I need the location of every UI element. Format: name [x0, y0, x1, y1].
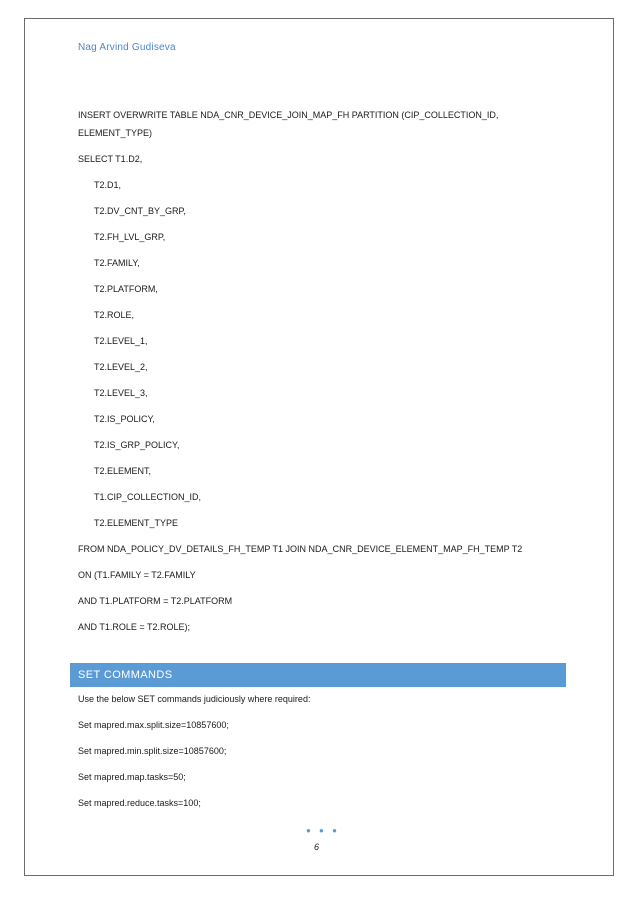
- set-command-line: Set mapred.map.tasks=50;: [78, 772, 186, 782]
- and-line: AND T1.ROLE = T2.ROLE);: [78, 622, 190, 632]
- page-number: 6: [314, 842, 320, 852]
- column-line: T2.ELEMENT,: [94, 466, 152, 476]
- set-command-line: Set mapred.reduce.tasks=100;: [78, 798, 201, 808]
- column-line: T2.LEVEL_1,: [94, 336, 148, 346]
- column-line: T2.FH_LVL_GRP,: [94, 232, 166, 242]
- column-line: T2.ELEMENT_TYPE: [94, 518, 179, 528]
- column-line: T2.ROLE,: [94, 310, 135, 320]
- set-intro-text: Use the below SET commands judiciously where required:: [78, 694, 311, 704]
- insert-line: INSERT OVERWRITE TABLE NDA_CNR_DEVICE_JOIN_MAP_FH PARTITION (CIP_COLLECTION_ID,: [78, 110, 499, 120]
- and-line: AND T1.PLATFORM = T2.PLATFORM: [78, 596, 233, 606]
- column-line: T2.LEVEL_3,: [94, 388, 148, 398]
- column-line: T2.IS_GRP_POLICY,: [94, 440, 180, 450]
- column-line: T2.IS_POLICY,: [94, 414, 155, 424]
- section-heading-set-commands: SET COMMANDS: [70, 663, 566, 687]
- sql-query-block: [78, 108, 558, 646]
- set-commands-block: [78, 692, 558, 822]
- insert-line-continued: ELEMENT_TYPE): [78, 128, 153, 138]
- column-line: T1.CIP_COLLECTION_ID,: [94, 492, 202, 502]
- column-line: T2.D1,: [94, 180, 122, 190]
- column-line: T2.FAMILY,: [94, 258, 140, 268]
- from-line: FROM NDA_POLICY_DV_DETAILS_FH_TEMP T1 JOIN NDA_CNR_DEVICE_ELEMENT_MAP_FH_TEMP T2: [78, 544, 523, 554]
- column-line: T2.LEVEL_2,: [94, 362, 148, 372]
- header-author: Nag Arvind Gudiseva: [78, 42, 176, 53]
- footer-dots-icon: ● ● ●: [306, 826, 340, 835]
- column-line: T2.DV_CNT_BY_GRP,: [94, 206, 186, 216]
- column-line: T2.PLATFORM,: [94, 284, 158, 294]
- set-command-line: Set mapred.max.split.size=10857600;: [78, 720, 229, 730]
- on-line: ON (T1.FAMILY = T2.FAMILY: [78, 570, 196, 580]
- set-command-line: Set mapred.min.split.size=10857600;: [78, 746, 227, 756]
- select-line: SELECT T1.D2,: [78, 154, 143, 164]
